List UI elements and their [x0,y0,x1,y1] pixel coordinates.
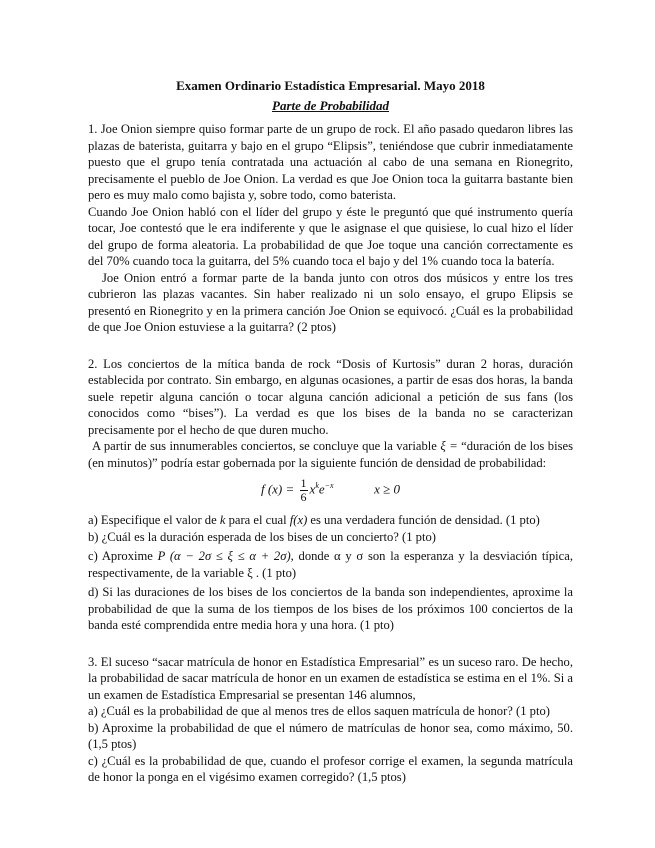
q3-item-a: a) ¿Cuál es la probabilidad de que al menos tres de ellos saquen matrícula de honor? (1 pto) [88,704,550,718]
q2-c-post: , donde α y σ son la esperanza y la desviación típica, respectivamente, de la variable ξ . (1 pto) [88,549,573,580]
q2-c-pre: c) Aproxime [88,549,153,563]
question-3 [88,654,573,786]
formula-exp-k: k [315,481,319,491]
q2-item-a [88,512,573,529]
q3-paragraph-1: 3. El suceso “sacar matrícula de honor en Estadística Empresarial” es un suceso raro. De hecho, la probabilidad de sacar matrícula de honor en un examen de estadística se estima en el 1%. Si a un examen de Estadística Empresarial se presentan 146 alumnos, [88,654,573,702]
exam-title: Examen Ordinario Estadística Empresarial. Mayo 2018 [176,78,485,93]
q2-p2-after: “duración de los bises (en minutos)” podría estar gobernada por la siguiente función de densidad de probabilidad: [88,439,573,470]
q3-item-b: b) Aproxime la probabilidad de que el número de matrículas de honor sea, como máximo, 50. (1,5 ptos) [88,720,573,751]
q3-item-c: c) ¿Cuál es la probabilidad de que, cuando el profesor corrige el examen, la segunda matrícula de honor la ponga en el vigésimo examen corregido? (1,5 ptos) [88,753,573,784]
formula-fraction [300,477,308,504]
q1-paragraph-1: 1. Joe Onion siempre quiso formar parte de un grupo de rock. El año pasado quedaron libres las plazas de baterista, guitarra y bajo en el grupo “Elipsis”, teniéndose que cubrir inmediatamente puesto que el grupo tenía contratada una actuación al cabo de una semana en Rionegrito, precisamente el pueblo de Joe Onion. La verdad es que Joe Onion toca la guitarra bastante bien pero es muy malo como bajista y, sobre todo, como baterista. [88,122,573,202]
question-1 [88,121,573,336]
formula-condition: x ≥ 0 [374,481,401,497]
q1-paragraph-3: Joe Onion entró a formar parte de la banda junto con otros dos músicos y entre los tres cubrieron las plazas vacantes. Sin haber realizado ni un solo ensayo, el grupo Elipsis se presentó en Rionegrito y en la primera canción Joe Onion se equivocó. ¿Cuál es la probabilidad de que Joe Onion estuviese a la guitarra? (2 ptos) [88,270,573,334]
q2-a-mid: para el cual [228,513,287,527]
fraction-numerator: 1 [300,476,307,490]
q2-item-c [88,548,573,581]
formula-exp-neg: −x [324,481,334,491]
q2-item-b: b) ¿Cuál es la duración esperada de los bises de un concierto? (1 pto) [88,529,436,544]
question-2 [88,356,573,634]
q1-paragraph-2: Cuando Joe Onion habló con el líder del grupo y éste le preguntó que qué instrumento quería tocar, Joe contestó que le era indiferente y que le asignase el que quisiese, lo cual hizo el líder del grupo de forma aleatoria. La probabilidad de que Joe toque una canción correctamente es del 70% cuando toca la guitarra, del 5% cuando toca el bajo y del 1% cuando toca la batería. [88,204,573,268]
q2-paragraph-2 [88,438,573,471]
formula-e: e [318,481,325,497]
q2-c-expr: P (α − 2σ ≤ ξ ≤ α + 2σ) [157,549,291,563]
xi-symbol: ξ = [440,439,458,453]
q2-a-fx: f(x) [289,513,308,527]
q2-a-post: es una verdadera función de densidad. (1 pto) [310,513,540,527]
q2-a-k: k [219,513,226,527]
section-subtitle: Parte de Probabilidad [272,97,389,113]
formula-lhs: f (x) = [260,481,295,497]
q2-a-pre: a) Especifique el valor de [88,513,217,527]
q2-p2-before: A partir de sus innumerables conciertos, se concluye que la variable [92,439,437,453]
formula-x: x [309,481,316,497]
fraction-denominator: 6 [300,490,307,504]
q2-item-d: d) Si las duraciones de los bises de los conciertos de la banda son independientes, aproxime la probabilidad de que la suma de los tiempos de los bises de los próximos 100 conciertos de la banda esté comprendida entre media hora y una hora. (1 pto) [88,585,573,632]
density-formula [88,477,573,504]
q2-paragraph-1: 2. Los conciertos de la mítica banda de rock “Dosis of Kurtosis” duran 2 horas, duración establecida por contrato. Sin embargo, en algunas ocasiones, a partir de esas dos horas, la banda suele repetir alguna canción o tocar alguna canción adicional a petición de sus fans (los conocidos como “bises”). La verdad es que los bises de la banda no se caracterizan precisamente por el hecho de que duren mucho. [88,356,573,437]
